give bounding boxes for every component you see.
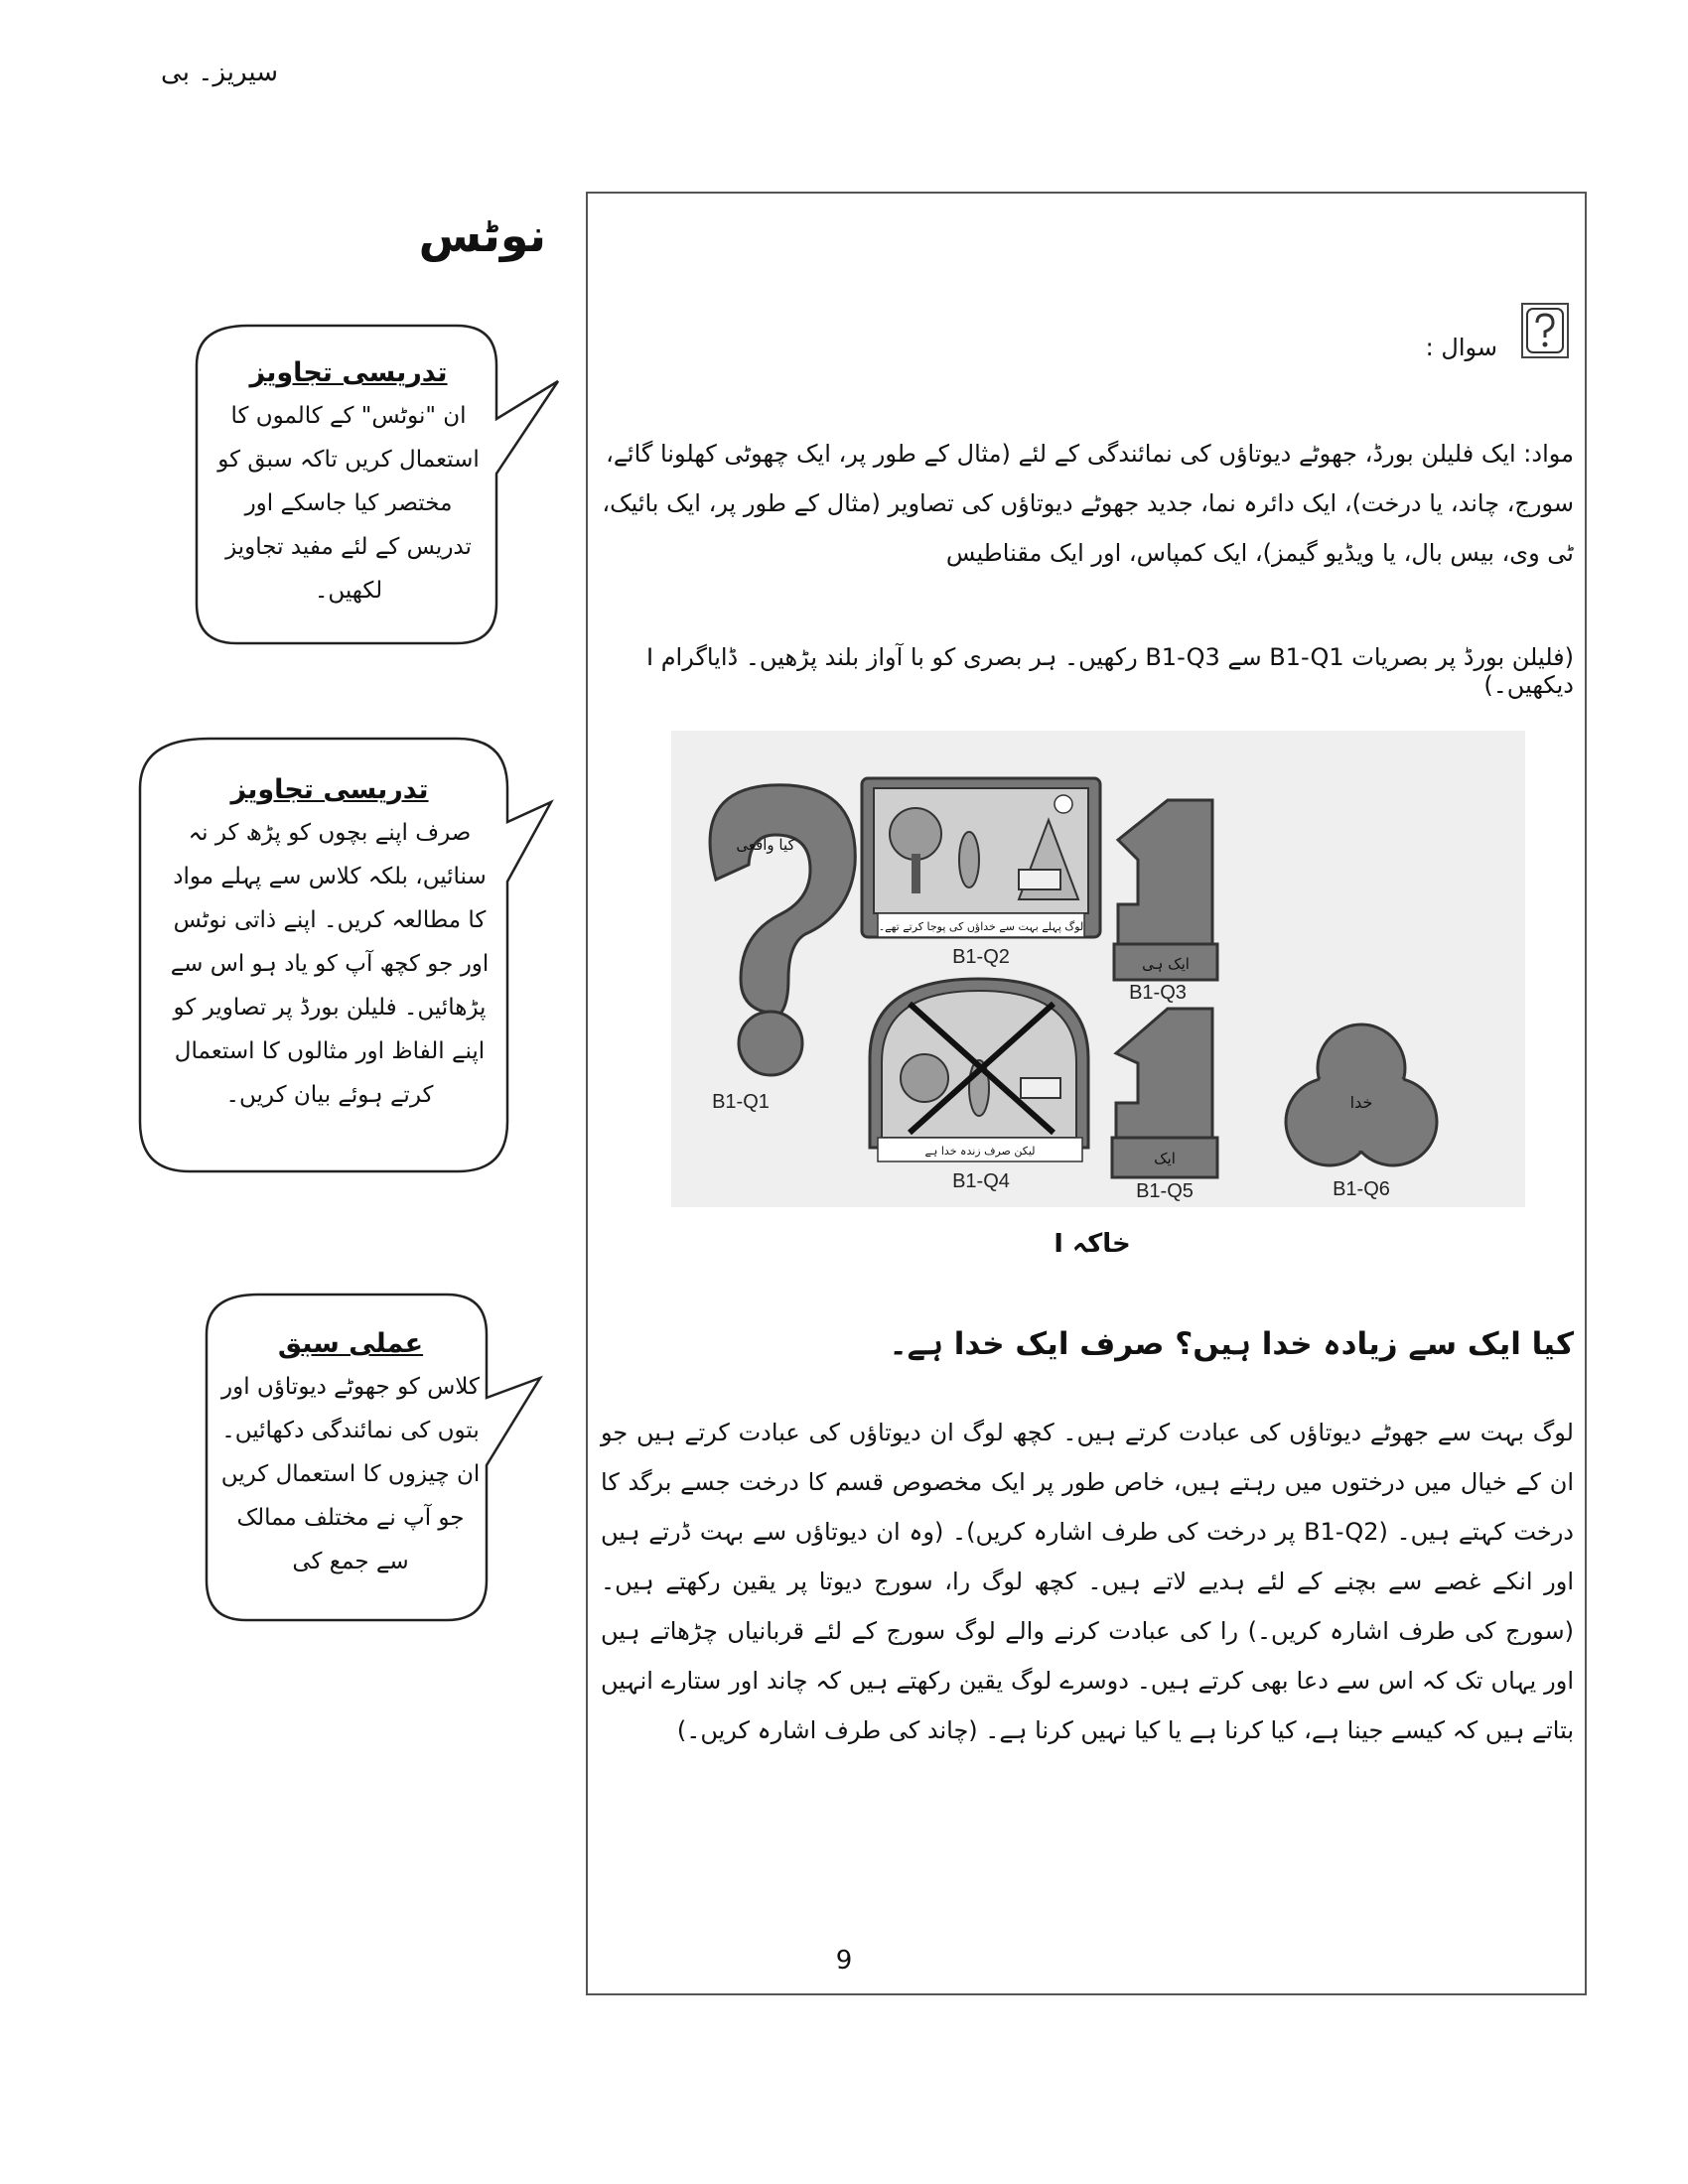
label-b1-q3: B1-Q3 [1129, 982, 1187, 1004]
bubble-text: کلاس کو جھوٹے دیوتاؤں اور بتوں کی نمائندگی دکھائیں۔ ان چیزوں کا استعمال کریں جو آپ نے مختلف ممالک سے جمع کی [220, 1374, 481, 1574]
body-paragraph: لوگ بہت سے جھوٹے دیوتاؤں کی عبادت کرتے ہیں۔ کچھ لوگ ان دیوتاؤں کی عبادت کرتے ہیں جو ان کے خیال میں درختوں میں رہتے ہیں، خاص طور پر ایک مخصوص قسم کا درخت جسے برگد کا درخت کہتے ہیں۔ (B1-Q2 پر درخت کی طرف اشارہ کریں)۔ (وہ ان دیوتاؤں سے بہت ڈرتے ہیں اور انکے غصے سے بچنے کے لئے ہدیے لاتے ہیں۔ کچھ لوگ را، سورج دیوتا پر یقین رکھتے ہیں۔ (سورج کی طرف اشارہ کریں۔) را کی عبادت کرنے والے لوگ سورج کے لئے قربانیاں چڑھاتے ہیں اور یہاں تک کہ اس سے دعا بھی کرتے ہیں۔ دوسرے لوگ یقین رکھتے ہیں کہ چاند اور ستارے انہیں بتاتے ہیں کہ کیسے جینا ہے، کیا کرنا ہے یا کیا نہیں کرنا ہے۔ (چاند کی طرف اشارہ کریں۔) [601, 1419, 1575, 1744]
instruction-line: (فلیلن بورڈ پر بصریات B1-Q1 سے B1-Q3 رکھیں۔ ہر بصری کو با آواز بلند پڑھیں۔ ڈایاگرام I دیکھیں۔) [645, 643, 1574, 699]
materials-paragraph: مواد: ایک فلیلن بورڈ، جھوٹے دیوتاؤں کی نمائندگی کے لئے (مثال کے طور پر، ایک چھوٹی کھلونا گائے، سورج، چاند، یا درخت)، ایک دائرہ نما، جدید جھوٹے دیوتاؤں کی تصاویر (مثال کے طور پر، ایک بائیک، ٹی وی، بیس بال، یا ویڈیو گیمز)، ایک کمپاس، اور ایک مقناطیس [602, 440, 1574, 567]
series-header: سیریز۔ بی [161, 58, 278, 87]
label-b1-q6: B1-Q6 [1333, 1178, 1390, 1200]
q4-banner: لیکن صرف زندہ خدا ہے [924, 1145, 1036, 1158]
notes-title: نوٹس [418, 208, 546, 262]
question-label: سوال : [1425, 334, 1497, 361]
diagram-figure [671, 731, 1525, 1207]
bubble-title: عملی سبق [277, 1328, 424, 1359]
teaching-tips-bubble-1 [189, 320, 566, 647]
label-b1-q4: B1-Q4 [952, 1170, 1010, 1192]
bubble-text: صرف اپنے بچوں کو پڑھ کر نہ سنائیں، بلکہ کلاس سے پہلے مواد کا مطالعہ کریں۔ اپنے ذاتی نوٹس اور جو کچھ آپ کو یاد ہو اس سے پڑھائیں۔ فلیلن بورڈ پر تصاویر کو اپنے الفاظ اور مثالوں کا استعمال کرتے ہوئے بیان کریں۔ [170, 820, 490, 1108]
b1-q1-question-mark [710, 785, 855, 1075]
label-b1-q5: B1-Q5 [1136, 1180, 1194, 1202]
section-heading: کیا ایک سے زیادہ خدا ہیں؟ صرف ایک خدا ہے۔ [889, 1326, 1574, 1362]
q5-text: ایک [1154, 1150, 1176, 1167]
q1-text: کیا واقعی [736, 836, 795, 854]
b1-q4-crossed-panel [870, 979, 1088, 1161]
diagram-caption: خاکہ I [1054, 1229, 1131, 1259]
label-b1-q2: B1-Q2 [952, 946, 1010, 968]
label-b1-q1: B1-Q1 [712, 1091, 770, 1113]
q6-text: خدا [1349, 1093, 1373, 1112]
diagram-illustration [671, 731, 1525, 1207]
b1-q3-number-one [1114, 800, 1217, 980]
q2-banner: لوگ پہلے بہت سے خداؤں کی پوجا کرتے تھے۔ [878, 920, 1084, 933]
teaching-tips-bubble-2 [132, 733, 559, 1179]
bubble-text: ان "نوٹس" کے کالموں کا استعمال کریں تاکہ سبق کو مختصر کیا جاسکے اور تدریس کے لئے مفید تجاویز لکھیں۔ [217, 403, 480, 604]
b1-q2-panel [862, 778, 1100, 937]
practical-lesson-bubble [199, 1289, 546, 1626]
q3-text: ایک ہی [1142, 955, 1190, 973]
bubble-title: تدریسی تجاویز [249, 357, 448, 388]
question-icon [1521, 303, 1569, 358]
bubble-title: تدریسی تجاویز [230, 774, 429, 805]
page-number: 9 [835, 1946, 853, 1976]
